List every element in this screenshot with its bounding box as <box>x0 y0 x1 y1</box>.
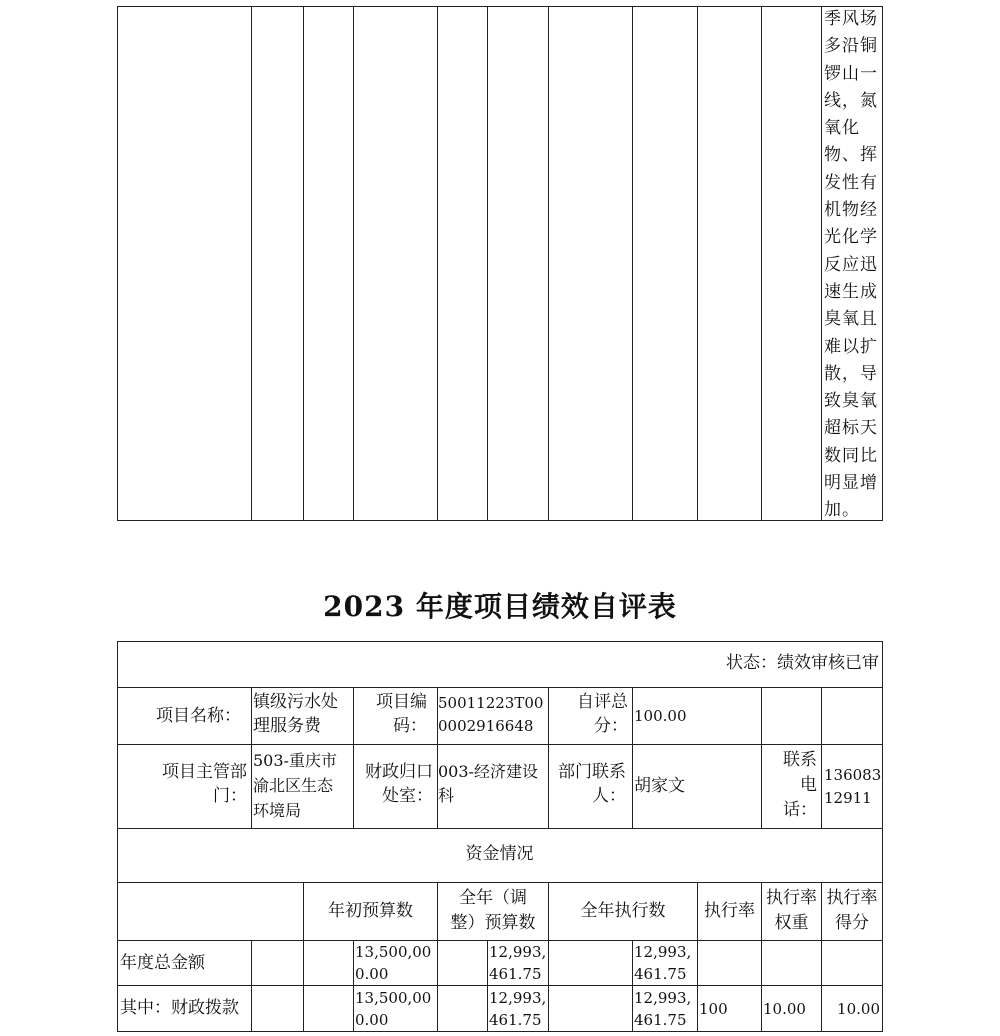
row-initial-budget: 13,500,00 0.00 <box>355 943 432 983</box>
header-adjusted-budget: 全年（调 整）预算数 <box>450 888 536 933</box>
header-rate-score: 执行率 得分 <box>826 888 878 933</box>
row-adjusted-budget: 12,993, 461.75 <box>489 989 547 1029</box>
department-label: 项目主管部 门： <box>162 762 247 806</box>
row-executed: 12,993, 461.75 <box>634 989 692 1029</box>
project-name-value: 镇级污水处 理服务费 <box>253 692 338 736</box>
row-label: 年度总金额 <box>120 953 205 973</box>
header-executed: 全年执行数 <box>580 901 666 921</box>
project-name-label: 项目名称： <box>156 706 241 726</box>
funds-section-title: 资金情况 <box>465 844 534 864</box>
contact-person-label: 部门联系 人： <box>558 762 626 806</box>
self-score-label: 自评总 分： <box>577 692 628 736</box>
row-executed: 12,993, 461.75 <box>634 943 692 983</box>
row-execution-rate: 100 <box>699 1000 728 1018</box>
contact-phone-value: 136083 12911 <box>824 766 882 807</box>
project-code-label: 项目编 码： <box>376 692 427 736</box>
status-text: 状态：绩效审核已审 <box>726 653 879 673</box>
contact-person-value: 胡家文 <box>634 776 685 796</box>
row-rate-score: 10.00 <box>837 1000 880 1018</box>
header-execution-rate: 执行率 <box>704 901 755 921</box>
finance-office-value: 003-经济建设 科 <box>438 762 538 805</box>
row-initial-budget: 13,500,00 0.00 <box>355 989 432 1029</box>
self-score-value: 100.00 <box>634 707 687 725</box>
row-adjusted-budget: 12,993, 461.75 <box>489 943 547 983</box>
finance-office-label: 财政归口 处室： <box>365 762 433 806</box>
department-value: 503-重庆市 渝北区生态 环境局 <box>253 751 337 820</box>
project-code-value: 50011223T00 0002916648 <box>438 694 544 735</box>
header-initial-budget: 年初预算数 <box>328 901 413 921</box>
row-rate-weight: 10.00 <box>763 1000 806 1018</box>
page-title: 2023 年度项目绩效自评表 <box>323 590 677 623</box>
contact-phone-label: 联系 电 话： <box>783 750 817 820</box>
header-rate-weight: 执行率 权重 <box>766 888 817 933</box>
row-label: 其中：财政拨款 <box>120 998 239 1018</box>
analysis-note-text: 季风场 多沿铜 锣山一 线，氮 氧化 物、挥 发性有 机物经 光化学 反应迅 速生成 臭氧且 难以扩 散，导 致臭氧 超标天 数同比 明显增 加。 <box>824 9 878 520</box>
